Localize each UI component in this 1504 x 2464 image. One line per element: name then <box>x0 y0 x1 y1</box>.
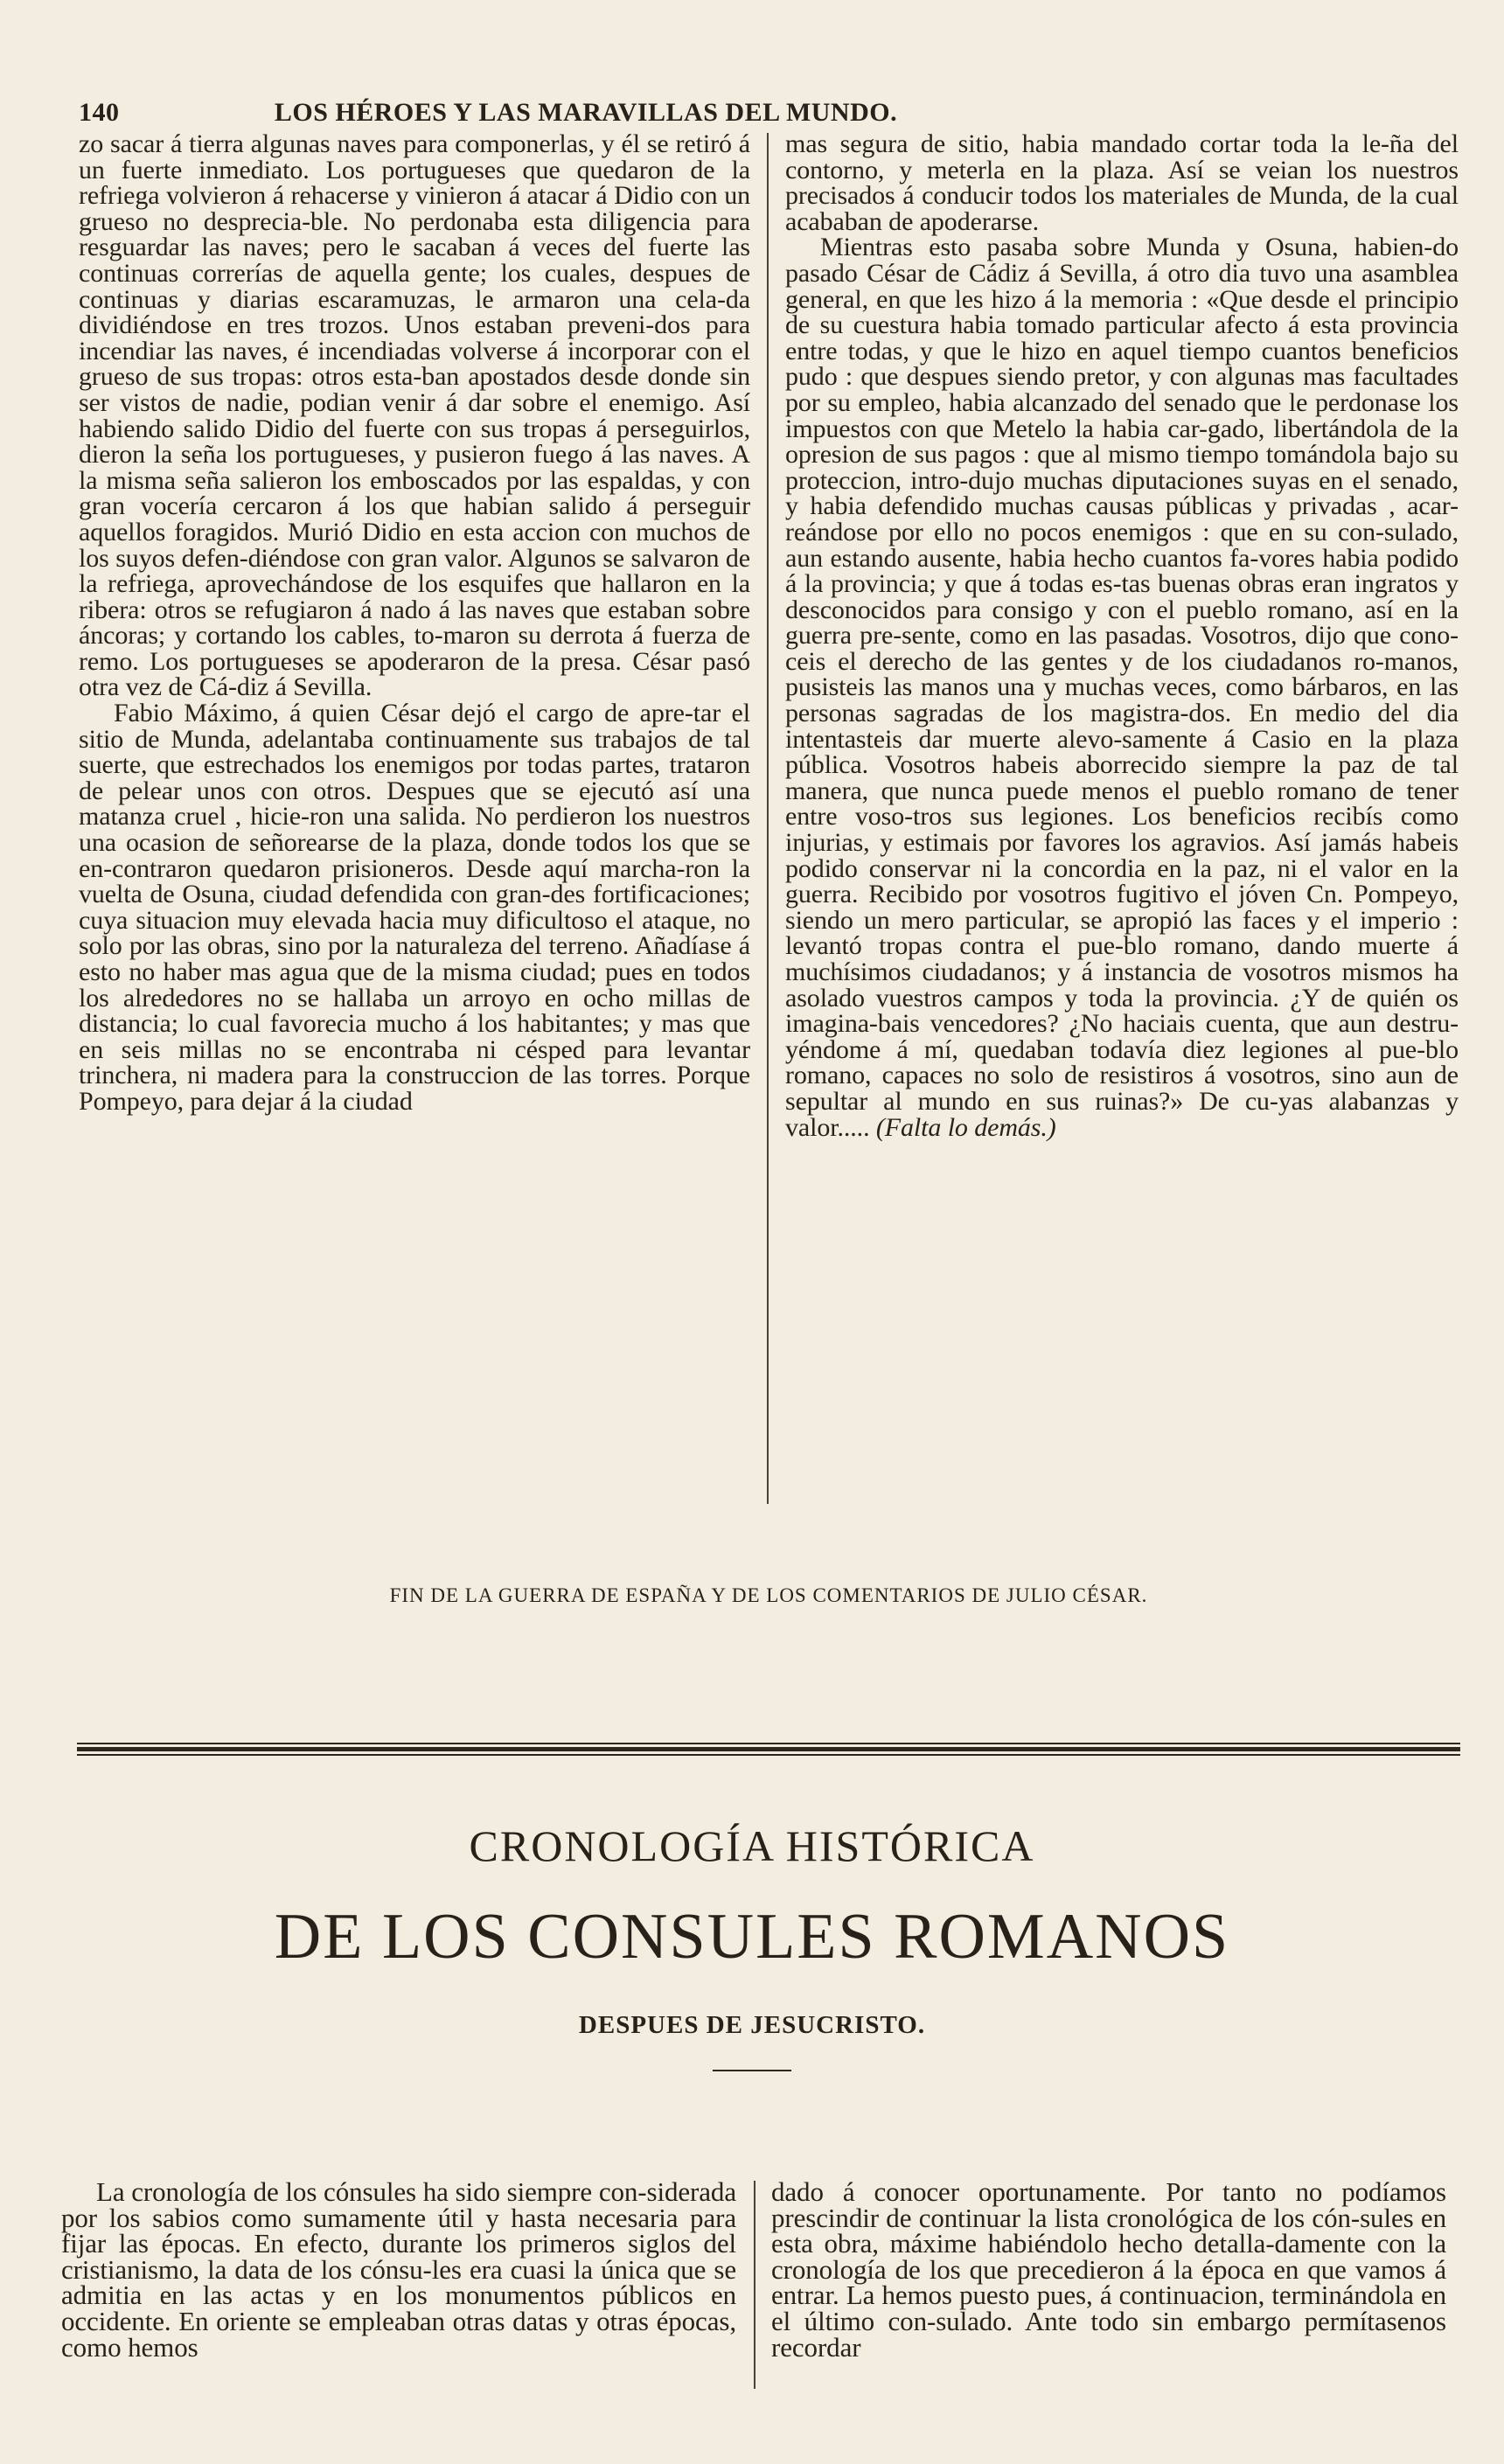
article1-column-right <box>785 131 1459 1140</box>
article2-subtitle: DESPUES DE JESUCRISTO. <box>578 2011 926 2039</box>
running-title: LOS HÉROES Y LAS MARAVILLAS DEL MUNDO. <box>274 98 898 127</box>
section-separator-thick <box>77 1747 1460 1751</box>
paragraph: mas segura de sitio, habia mandado cortar toda la le-ña del contorno, y meterla en la plaza. Así se veian los nuestros precisados á conducir todos los materiales de Munda, de la cual acababan de apoderarse. <box>785 129 1459 236</box>
paragraph-text: Mientras esto pasaba sobre Munda y Osuna, habien-do pasado César de Cádiz á Sevilla, á otro dia tuvo una asamblea general, en que les hizo á la memoria : «Que desde el principio de su cuestura habia tomado particular afecto á esta provincia entre todas, y que le hizo en aquel tiempo cuantos beneficios pudo : que despues siendo pretor, y con algunas mas facultades por su empleo, habia alcanzado del senado que le perdonase los impuestos con que Metelo la habia car-gado, libertándola de la opresion de sus pagos : que al mismo tiempo tomándola bajo su proteccion, intro-dujo muchas diputaciones suyas en el senado, y habia defendido muchas causas públicas y privadas , acar-reándose por ello no pocos enemigos : que en su con-sulado, aun estando ausente, habia hecho cuantos fa-vores habia podido á la provincia; y que á todas es-tas buenas obras eran ingratos y desconocidos para consigo y con el pueblo romano, así en la guerra pre-sente, como en las pasadas. Vosotros, dijo que cono-ceis el derecho de las gentes y de los ciudadanos ro-manos, pusisteis las manos una y muchas veces, como bárbaros, en las personas sagradas de los magistra-dos. En medio del dia intentasteis dar muerte alevo-samente á Casio en la plaza pública. Vosotros habeis aborrecido siempre la paz de tal manera, que nunca puede menos el pueblo romano de tener entre voso-tros sus legiones. Los beneficios recibís como injurias, y estimais por favores los agravios. Así jamás habeis podido conservar ni la concordia en la paz, ni el valor en la guerra. Recibido por vosotros fugitivo el jóven Cn. Pompeyo, siendo un mero particular, se apropió las faces y el imperio : levantó tropas contra el pue-blo romano, dando muerte á muchísimos ciudadanos; y á instancia de vosotros mismos ha asolado vuestros campos y toda la provincia. ¿Y de quién os imagina-bais vencedores? ¿No haciais cuenta, que aun destru-yéndome á mí, quedaban todavía diez legiones al pue-blo romano, capaces no solo de resistiros á vosotros, sino aun de sepultar al mundo en sus ruinas?» De cu-yas alabanzas y valor..... <box>785 233 1459 1142</box>
end-note: FIN DE LA GUERRA DE ESPAÑA Y DE LOS COMENTARIOS DE JULIO CÉSAR. <box>389 1584 1148 1606</box>
article2-column-right <box>771 2176 1446 2363</box>
paragraph: La cronología de los cónsules ha sido siempre con-siderada por los sabios como sumamente útil y hasta necesaria para fijar las épocas. En efecto, durante los primeros siglos del cristianismo, la data de los cónsu-les era cuasi la única que se admitia en las actas y en los monumentos públicos en occidente. En oriente se empleaban otras datas y otras épocas, como hemos <box>61 2176 736 2363</box>
section-separator-line <box>77 1754 1460 1756</box>
paragraph: zo sacar á tierra algunas naves para componerlas, y él se retiró á un fuerte inmediato. Los portugueses que quedaron de la refriega volvieron á rehacerse y vinieron á atacar á Didio con un grueso no desprecia-ble. No perdonaba esta diligencia para resguardar las naves; pero le sacaban á veces del fuerte las continuas correrías de aquella gente; los cuales, despues de continuas y diarias escaramuzas, le armaron una cela-da dividiéndose en tres trozos. Unos estaban preveni-dos para incendiar las naves, é incendiadas volverse á incorporar con el grueso de sus tropas: otros esta-ban apostados desde donde sin ser vistos de nadie, podian venir á dar sobre el enemigo. Así habiendo salido Didio del fuerte con sus tropas á perseguirlos, dieron la seña los portugueses, y pusieron fuego á las naves. A la misma seña salieron los emboscados por las espaldas, y con gran vocería cercaron á los que habian salido á perseguir aquellos foragidos. Murió Didio en esta accion con muchos de los suyos defen-diéndose con gran valor. Algunos se salvaron de la refriega, aprovechándose de los esquifes que hallaron en la ribera: otros se refugiaron á nado á las naves que estaban sobre áncoras; y cortando los cables, to-maron su derrota á fuerza de remo. Los portugueses se apoderaron de la presa. César pasó otra vez de Cá-diz á Sevilla. <box>79 129 750 702</box>
article2-title-line2: DE LOS CONSULES ROMANOS <box>274 1901 1230 1973</box>
section-separator-line <box>77 1743 1460 1744</box>
article2-column-left <box>61 2176 736 2363</box>
running-header <box>79 98 1093 131</box>
title-rule <box>713 2070 791 2071</box>
article1-column-left <box>79 131 750 1115</box>
editorial-note: (Falta lo demás.) <box>875 1112 1056 1142</box>
page-number: 140 <box>79 98 120 127</box>
column-divider <box>754 2181 755 2389</box>
paragraph: Fabio Máximo, á quien César dejó el cargo de apre-tar el sitio de Munda, adelantaba continuamente sus trabajos de tal suerte, que estrechados los enemigos por todas partes, trataron de pelear unos con otros. Despues que se ejecutó así una matanza cruel , hicie-ron una salida. No perdieron los nuestros una ocasion de señorearse de la plaza, donde todos los que se en-contraron quedaron prisioneros. Desde aquí marcha-ron la vuelta de Osuna, ciudad defendida con gran-des fortificaciones; cuya situacion muy elevada hacia muy dificultoso el ataque, no solo por las obras, sino por la naturaleza del terreno. Añadíase á esto no haber mas agua que de la misma ciudad; pues en todos los alrededores no se hallaba un arroyo en ocho millas de distancia; lo cual favorecia mucho á los habitantes; y mas que en seis millas no se encontraba ni césped para levantar trinchera, ni madera para la construccion de las torres. Porque Pompeyo, para dejar á la ciudad <box>79 699 750 1116</box>
article2-title-line1: CRONOLOGÍA HISTÓRICA <box>469 1821 1035 1870</box>
paragraph: dado á conocer oportunamente. Por tanto no podíamos prescindir de continuar la lista cronológica de los cón-sules en esta obra, máxime habiéndolo hecho detalla-damente con la cronología de los que precedieron á la época en que vamos á entrar. La hemos puesto pues, á continuacion, terminándola en el último con-sulado. Ante todo sin embargo permítasenos recordar <box>771 2176 1446 2363</box>
column-divider <box>767 133 769 1504</box>
paragraph <box>785 234 1459 1140</box>
